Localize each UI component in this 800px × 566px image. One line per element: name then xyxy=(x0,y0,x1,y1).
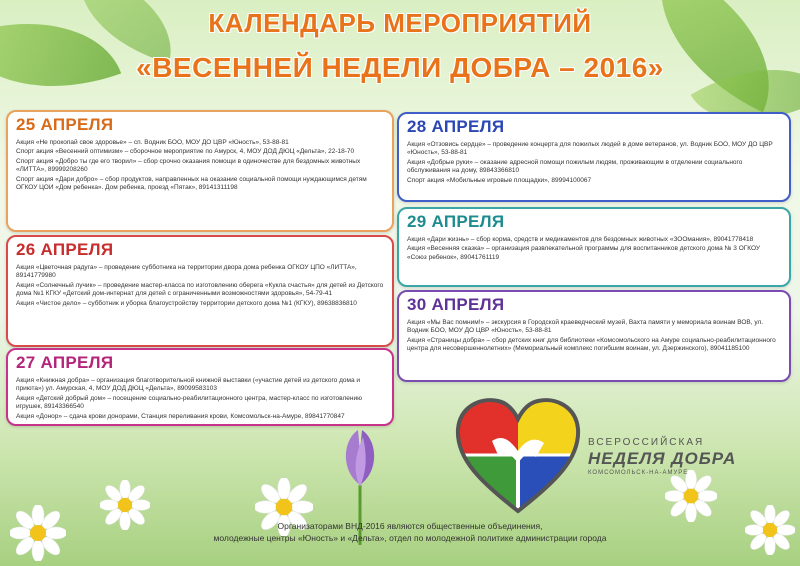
event-item: Акция «Цветочная радуга» – проведение субботника на территории двора дома ребенка ОГКОУ ЦПО «ЛИТТА», 89141779980 xyxy=(16,264,357,280)
page-title: КАЛЕНДАРЬ МЕРОПРИЯТИЙ xyxy=(208,8,592,38)
daisy-icon xyxy=(10,505,66,561)
event-item: Акция «Не прокопай свое здоровье» – сп. Водник БОО, МОУ ДО ЦВР «Юность», 53-88-81 xyxy=(16,139,289,146)
event-item: Спорт акция «Добро ты где его творил» – сбор срочно оказания помощи в одиночестве для бездомных животных «ЛИТТА», 89999208260 xyxy=(16,157,361,174)
event-date: 27 АПРЕЛЯ xyxy=(16,353,114,372)
event-item: Акция «Мы Вас помним!» – экскурсия в Городской краеведческий музей, Вахта памяти у мемориала воинам ВОВ, ул. Водник БОО, МОУ ДО ЦВР «Юность», 53-88-81 xyxy=(407,319,764,335)
event-item: Акция «Солнечный лучик» – проведение мастер-класса по изготовлению оберега «Кукла счастья» для детей из Детского дома №1 КГКУ «Детский дом-интернат для детей с ограниченными возможностями здоровья», 54-79-41 xyxy=(16,281,384,298)
daisy-icon xyxy=(665,470,717,522)
brand-text xyxy=(588,437,736,476)
event-item: Спорт акция «Дари добро» – сбор продуктов, направленных на оказание социальной помощи нуждающимся детям ОГКОУ ЦОИ «Дом ребенка». Дом ребенка, проезд «Пятак», 89141311198 xyxy=(16,175,367,192)
daisy-icon xyxy=(100,480,150,530)
event-item: Акция «Добрые руки» – оказание адресной помощи пожилым людям, проживающим в отделении социального обслуживания на дому, 89843366810 xyxy=(407,158,743,175)
event-item: Акция «Весенняя сказка» – организация развлекательной программы для воспитанников детского дома № 3 ОГКОУ «Союз ребенок», 89041761119 xyxy=(407,245,761,261)
heart-logo-icon xyxy=(452,393,584,515)
footer-line2: молодежные центры «Юность» и «Дельта», отдел по молодежной политике администрации города xyxy=(213,533,607,543)
event-item: Акция «Чистое дело» – субботник и уборка благоустройству территории детского дома №1 (КГКУ), 89638836810 xyxy=(16,299,357,307)
footer-line1: Организаторами ВНД-2016 являются общественные объединения, xyxy=(277,521,543,531)
event-item: Акция «Донор» – сдача крови донорами, Станция переливания крови, Комсомольск-на-Амуре, 89841770847 xyxy=(16,412,345,420)
event-card-27-april xyxy=(6,348,394,426)
event-card-30-april xyxy=(397,290,791,382)
event-date: 30 АПРЕЛЯ xyxy=(407,295,505,314)
event-item: Акция «Страницы добра» – сбор детских книг для библиотеки «Комсомольского на Амуре социально-реабилитационного центра для несовершеннолетних» (Мемориальный комплекс погибшим воинам, ул. Дзержинского), 89041185100 xyxy=(407,336,776,353)
event-item: Акция «Детский добрый дом» – посещение социально-реабилитационного центра, мастер-класс по изготовлению игрушек, 89143366540 xyxy=(16,394,362,411)
event-item: Акция «Дари жизнь» – сбор корма, средств и медикаментов для бездомных животных «ЗООмания», 89041778418 xyxy=(407,236,754,243)
brand-line2: НЕДЕЛЯ ДОБРА xyxy=(588,449,737,468)
event-item: Акция «Отзовись сердце» – проведение концерта для пожилых людей в доме ветеранов, ул. Водник БОО, МОУ ДО ЦВР «Юность», 53-88-81 xyxy=(407,141,773,157)
daisy-icon xyxy=(745,505,795,555)
event-card-29-april xyxy=(397,207,791,287)
event-card-25-april xyxy=(6,110,394,232)
event-date: 26 АПРЕЛЯ xyxy=(16,240,114,259)
event-item: Спорт акция «Мобильные игровые площадки», 89994100067 xyxy=(407,176,592,184)
brand-line1: ВСЕРОССИЙСКАЯ xyxy=(588,437,705,448)
brand-line3: КОМСОМОЛЬСК-НА-АМУРЕ xyxy=(588,470,689,476)
event-date: 25 АПРЕЛЯ xyxy=(16,115,114,134)
event-card-28-april xyxy=(397,112,791,202)
page-subtitle: «ВЕСЕННЕЙ НЕДЕЛИ ДОБРА – 2016» xyxy=(136,52,664,83)
event-date: 28 АПРЕЛЯ xyxy=(407,117,505,136)
event-item: Спорт акция «Весенний оптимизм» – сборочное мероприятие по Амурск, 4, МОУ ДОД ДЮЦ «Дельта», 22-18-70 xyxy=(16,148,355,156)
footer-text xyxy=(160,520,660,544)
event-item: Акция «Книжная добра» – организация благотворительной книжной выставки («участие детей из детского дома и приюта») ул. Амурская, 4, МОУ ДОД ДЮЦ «Дельта», 89099583103 xyxy=(16,377,361,393)
event-date: 29 АПРЕЛЯ xyxy=(407,212,505,231)
event-card-26-april xyxy=(6,235,394,347)
